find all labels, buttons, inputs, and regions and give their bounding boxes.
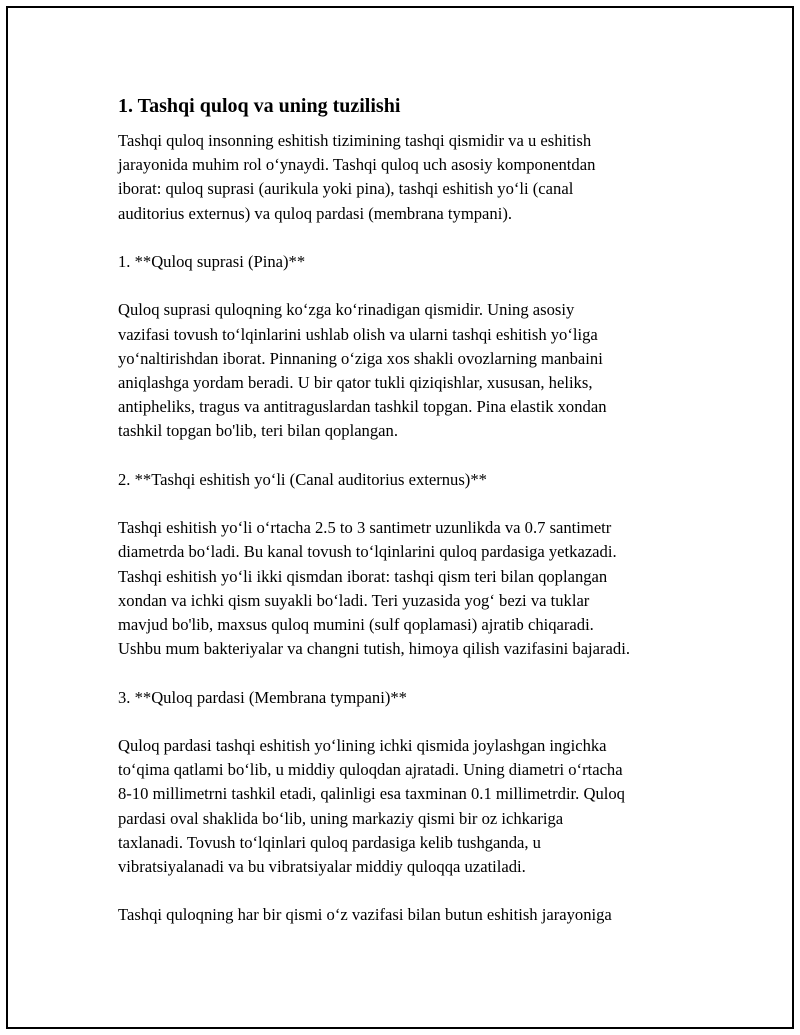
text-line: diametrda bo‘ladi. Bu kanal tovush to‘lqinlarini quloq pardasiga yetkazadi.: [118, 542, 617, 562]
text-line: 2. **Tashqi eshitish yo‘li (Canal auditorius externus)**: [118, 469, 487, 489]
pina-paragraph: [118, 298, 698, 443]
text-line: 8-10 millimetrni tashkil etadi, qalinligi esa taxminan 0.1 millimetrdir. Quloq: [118, 784, 625, 804]
text-line: Ushbu mum bakteriyalar va changni tutish, himoya qilish vazifasini bajaradi.: [118, 639, 630, 659]
text-line: Tashqi eshitish yo‘li ikki qismdan iborat: tashqi qism teri bilan qoplangan: [118, 566, 608, 586]
text-line: 1. **Quloq suprasi (Pina)**: [118, 252, 306, 271]
text-line: Tashqi quloqning har bir qismi o‘z vazifasi bilan butun eshitish jarayoniga: [118, 905, 612, 925]
subheading-membrane: [118, 686, 698, 710]
text-line: Tashqi eshitish yo‘li o‘rtacha 2.5 to 3 santimetr uzunlikda va 0.7 santimetr: [118, 518, 612, 538]
text-line: jarayonida muhim rol o‘ynaydi. Tashqi quloq uch asosiy komponentdan: [118, 155, 596, 175]
text-line: auditorius externus) va quloq pardasi (membrana tympani).: [118, 203, 512, 223]
text-line: 3. **Quloq pardasi (Membrana tympani)**: [118, 687, 407, 707]
text-line: xondan va ichki qism suyakli bo‘ladi. Teri yuzasida yog‘ bezi va tuklar: [118, 590, 590, 610]
text-line: vibratsiyalanadi va bu vibratsiyalar middiy quloqqa uzatiladi.: [118, 857, 526, 876]
text-line: pardasi oval shaklida bo‘lib, uning markaziy qismi bir oz ichkariga: [118, 808, 564, 828]
subheading-canal: [118, 468, 698, 492]
text-line: mavjud bo'lib, maxsus quloq mumini (sulf qoplamasi) ajratib chiqaradi.: [118, 615, 594, 634]
text-line: aniqlashga yordam beradi. U bir qator tukli qiziqishlar, xususan, heliks,: [118, 373, 593, 392]
subheading-pina: [118, 250, 698, 274]
intro-paragraph: [118, 129, 698, 226]
text-line: yo‘naltirishdan iborat. Pinnaning o‘ziga xos shakli ovozlarning manbaini: [118, 348, 603, 368]
canal-paragraph: [118, 516, 698, 661]
text-line: iborat: quloq suprasi (aurikula yoki pina), tashqi eshitish yo‘li (canal: [118, 179, 574, 199]
text-line: Tashqi quloq insonning eshitish tizimining tashqi qismidir va u eshitish: [118, 131, 592, 150]
text-line: tashkil topgan bo'lib, teri bilan qoplangan.: [118, 421, 398, 441]
section-heading: 1. Tashqi quloq va uning tuzilishi: [118, 95, 401, 117]
membrane-paragraph: [118, 734, 698, 879]
text-line: taxlanadi. Tovush to‘lqinlari quloq pardasiga kelib tushganda, u: [118, 832, 541, 852]
text-line: antipheliks, tragus va antitraguslardan tashkil topgan. Pina elastik xondan: [118, 397, 607, 417]
text-line: Quloq suprasi quloqning ko‘zga ko‘rinadigan qismidir. Uning asosiy: [118, 300, 575, 320]
closing-paragraph: [118, 903, 698, 927]
text-line: Quloq pardasi tashqi eshitish yo‘lining ichki qismida joylashgan ingichka: [118, 735, 607, 755]
document-body: [118, 93, 698, 952]
text-line: to‘qima qatlami bo‘lib, u middiy quloqdan ajratadi. Uning diametri o‘rtacha: [118, 760, 623, 780]
text-line: vazifasi tovush to‘lqinlarini ushlab olish va ularni tashqi eshitish yo‘liga: [118, 324, 598, 344]
